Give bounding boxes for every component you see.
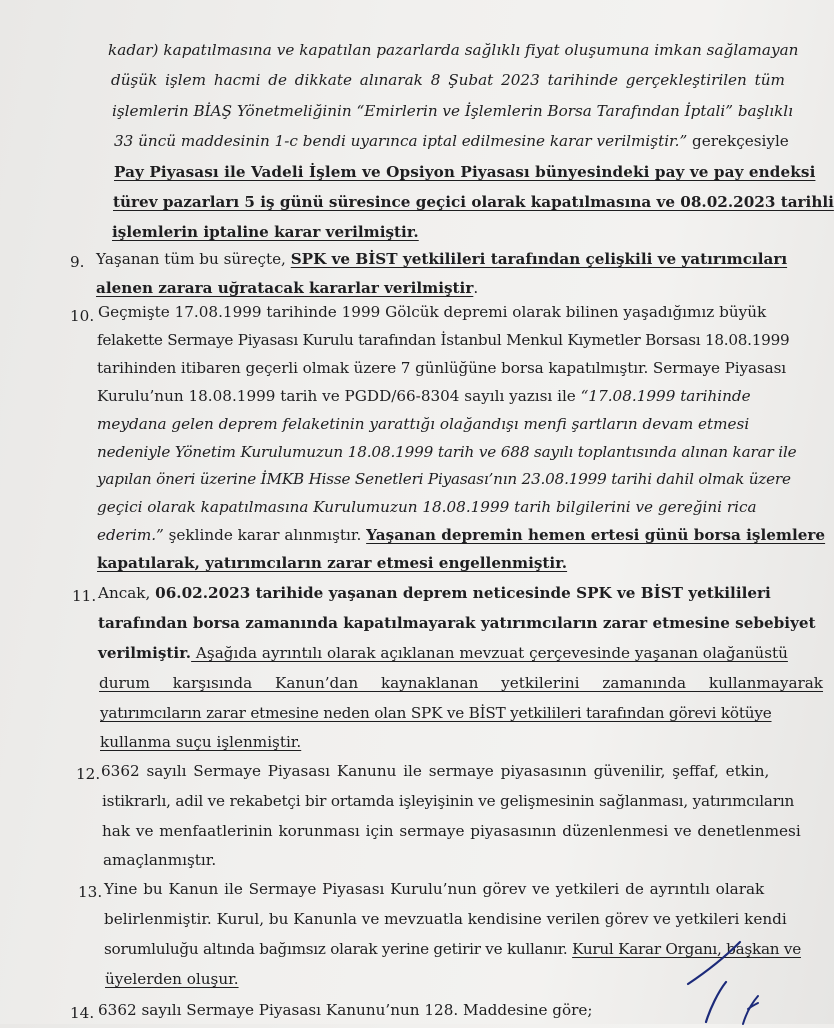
item-10-line-10: kapatılarak, yatırımcıların zarar etmesi engellenmiştir. [97,554,568,572]
para8-line-4-tail: gerekçesiyle [687,132,789,150]
para8-line-6: türev pazarları 5 iş günü süresince geçici olarak kapatılmasına ve 08.02.2023 tarihli [113,193,834,211]
item-10-line-3: tarihinden itibaren geçerli olmak üzere 7 günlüğüne borsa kapatılmıştır. Sermaye Piyasası [97,359,787,377]
item-10-line-7: yapılan öneri üzerine İMKB Hisse Senetleri Piyasası’nın 23.08.1999 tarihi dahil olmak üzere [97,470,791,488]
item-11-line-6: kullanma suçu işlenmiştir. [100,733,302,751]
item-11-line-4: durum karşısında Kanun’dan kaynaklanan yetkilerini zamanında kullanmayarak [99,674,824,692]
item-13-line-3-a: sorumluluğu altında bağımsız olarak yerine getirir ve kullanır. [104,940,573,958]
item-14-number: 14. [70,1004,95,1022]
para8-line-4 [114,127,789,156]
item-9-line-1 [96,245,787,274]
item-12-number: 12. [76,765,101,783]
item-11-line-2: tarafından borsa zamanında kapatılmayarak yatırımcıların zarar etmesine sebebiyet [98,614,816,632]
item-12-line-4: amaçlanmıştır. [103,851,217,869]
item-11-number: 11. [72,587,97,605]
item-9-text-a: Yaşanan tüm bu süreçte, [96,250,291,268]
signature-mark [648,914,758,1024]
item-10-number: 10. [70,307,95,325]
item-13-line-3-b: Kurul Karar Organı, başkan ve [572,940,801,958]
item-9-number: 9. [70,253,85,271]
item-10-line-9 [97,521,825,550]
para8-line-5: Pay Piyasası ile Vadeli İşlem ve Opsiyon Piyasası bünyesindeki pay ve pay endeksi [114,163,816,181]
item-13-line-2: belirlenmiştir. Kurul, bu Kanunla ve mevzuatla kendisine verilen görev ve yetkileri kendi [104,910,787,928]
item-10-line-2: felakette Sermaye Piyasası Kurulu tarafından İstanbul Menkul Kıymetler Borsası 18.08.1999 [97,331,790,349]
para8-line-1: kadar) kapatılmasına ve kapatılan pazarlarda sağlıklı fiyat oluşumuna imkan sağlamayan [108,41,799,59]
item-11-line-3 [98,639,788,668]
item-10-line-6: nedeniyle Yönetim Kurulumuzun 18.08.1999 tarih ve 688 sayılı toplantısında alınan karar ile [97,443,797,461]
item-13-number: 13. [78,883,103,901]
item-9-text-b: SPK ve BİST yetkilileri tarafından çelişkili ve yatırımcıları [290,250,788,268]
item-10-line-4 [97,382,751,411]
item-12-line-1: 6362 sayılı Sermaye Piyasası Kanunu ile sermaye piyasasının güvenilir, şeffaf, etkin, [101,762,770,780]
item-11-line-1 [98,579,771,608]
item-10-line-4-a: Kurulu’nun 18.08.1999 tarih ve PGDD/66-8304 sayılı yazısı ile [97,387,581,405]
item-14-line-1: 6362 sayılı Sermaye Piyasası Kanunu’nun 128. Maddesine göre; [98,1001,593,1019]
item-13-line-4: üyelerden oluşur. [105,970,239,988]
item-10-line-9-c: Yaşanan depremin hemen ertesi günü borsa işlemlere [366,526,826,544]
item-9-text-d: . [473,279,479,297]
item-10-line-4-b: “17.08.1999 tarihinde [580,387,751,405]
item-10-line-1: Geçmişte 17.08.1999 tarihinde 1999 Gölcük depremi olarak bilinen yaşadığımız büyük [98,303,767,321]
item-10-line-5: meydana gelen deprem felaketinin yarattığı olağandışı menfi şartların devam etmesi [97,415,750,433]
item-9-text-c: alenen zarara uğratacak kararlar verilmiştir [96,279,474,297]
item-10-line-9-a: ederim.” [97,526,164,544]
item-10-line-9-b: şeklinde karar alınmıştır. [163,526,367,544]
para8-line-2: düşük işlem hacmi de dikkate alınarak 8 Şubat 2023 tarihinde gerçekleştirilen tüm [111,71,785,89]
para8-line-7: işlemlerin iptaline karar verilmiştir. [112,223,419,241]
para8-line-4-quote: 33 üncü maddesinin 1-c bendi uyarınca iptal edilmesine karar verilmiştir.” [114,132,688,150]
item-10-line-8: geçici olarak kapatılmasına Kurulumuzun 18.08.1999 tarih bilgilerini ve gereğini rica [97,498,757,516]
item-11-line-1-b: 06.02.2023 tarihide yaşanan deprem neticesinde SPK ve BİST yetkilileri [155,584,771,602]
item-13-line-1: Yine bu Kanun ile Sermaye Piyasası Kurulu’nun görev ve yetkileri de ayrıntılı olarak [104,880,765,898]
para8-line-3: işlemlerin BİAŞ Yönetmeliğinin “Emirlerin ve İşlemlerin Borsa Tarafından İptali” başlıklı [112,102,794,120]
item-11-line-3-a: verilmiştir. [98,644,192,662]
item-12-line-3: hak ve menfaatlerinin korunması için sermaye piyasasının düzenlenmesi ve denetlenmesi [102,822,801,840]
item-11-line-5: yatırımcıların zarar etmesine neden olan SPK ve BİST yetkilileri tarafından görevi kötüye [100,704,772,722]
item-12-line-2: istikrarlı, adil ve rekabetçi bir ortamda işleyişinin ve gelişmesinin sağlanması, yatırımcıların [102,792,795,810]
item-11-line-3-b: Aşağıda ayrıntılı olarak açıklanan mevzuat çerçevesinde yaşanan olağanüstü [191,644,788,662]
item-11-line-1-a: Ancak, [98,584,156,602]
